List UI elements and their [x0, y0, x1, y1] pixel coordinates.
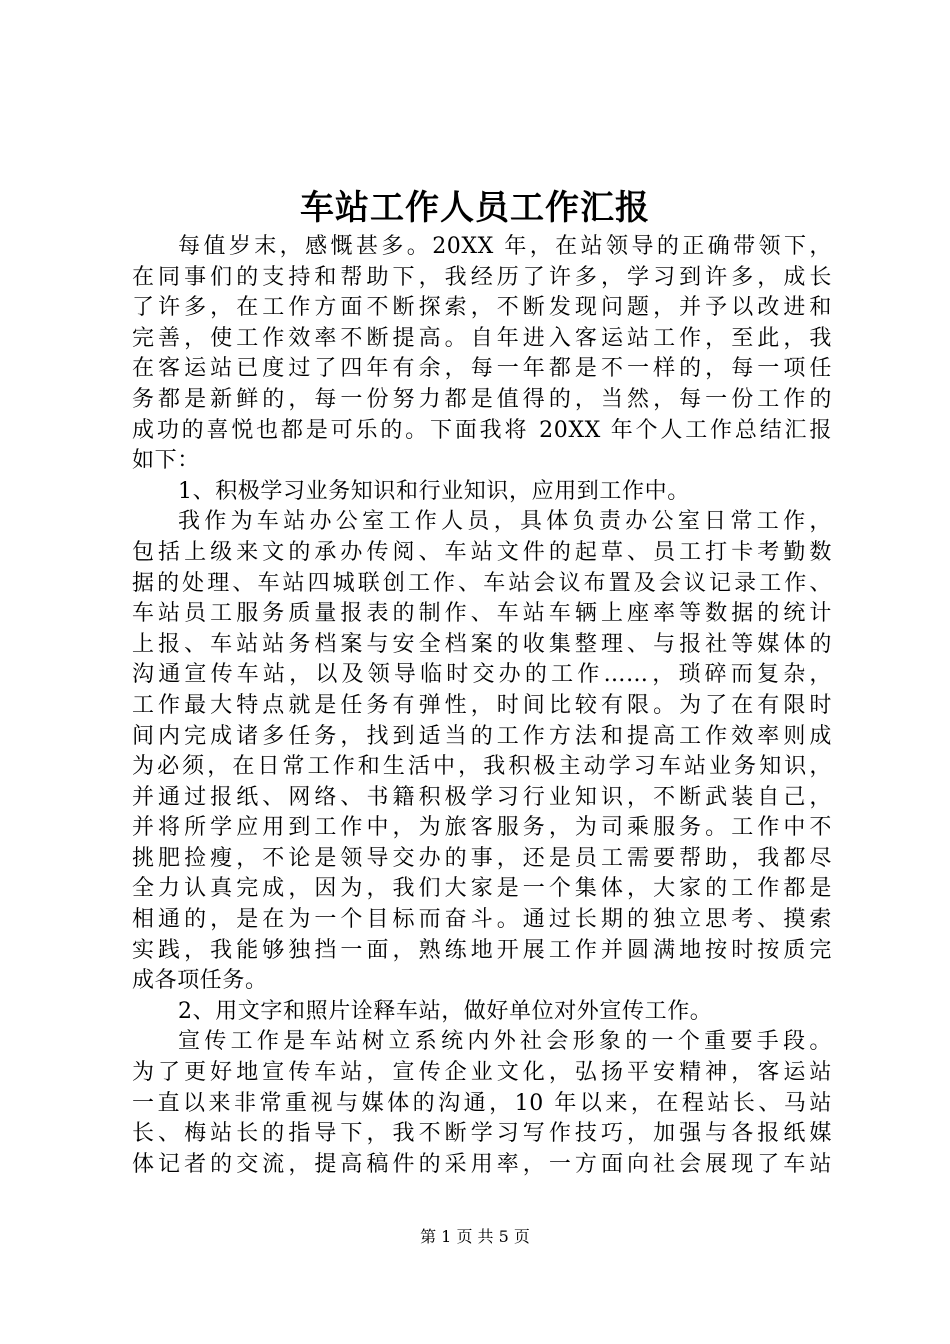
paragraph-line: 为了更好地宣传车站，宣传企业文化，弘扬平安精神，客运站 [132, 1060, 832, 1086]
page-footer: 第 1 页 共 5 页 [420, 1227, 530, 1246]
paragraph-line: 宣传工作是车站树立系统内外社会形象的一个重要手段。 [178, 1029, 832, 1055]
paragraph-line: 2、用文字和照片诠释车站，做好单位对外宣传工作。 [178, 998, 713, 1024]
paragraph-line: 我作为车站办公室工作人员，具体负责办公室日常工作， [178, 509, 832, 535]
paragraph-line: 在客运站已度过了四年有余，每一年都是不一样的，每一项任 [132, 356, 832, 382]
document-body [132, 232, 832, 1180]
paragraph-line: 长、梅站长的指导下，我不断学习写作技巧，加强与各报纸媒 [132, 1121, 832, 1147]
paragraph-line: 体记者的交流，提高稿件的采用率，一方面向社会展现了车站 [132, 1151, 832, 1177]
paragraph-line: 上报、车站站务档案与安全档案的收集整理、与报社等媒体的 [132, 631, 832, 657]
paragraph-line: 相通的，是在为一个目标而奋斗。通过长期的独立思考、摸索 [132, 907, 832, 933]
paragraph-line: 沟通宣传车站，以及领导临时交办的工作……，琐碎而复杂， [132, 662, 832, 688]
paragraph-line: 挑肥捡瘦，不论是领导交办的事，还是员工需要帮助，我都尽 [132, 845, 832, 871]
paragraph-line: 全力认真完成，因为，我们大家是一个集体，大家的工作都是 [132, 876, 832, 902]
paragraph-line: 成功的喜悦也都是可乐的。下面我将 20XX 年个人工作总结汇报 [132, 417, 832, 443]
paragraph-line: 一直以来非常重视与媒体的沟通，10 年以来，在程站长、马站 [132, 1090, 832, 1116]
paragraph-line: 为必须，在日常工作和生活中，我积极主动学习车站业务知识， [132, 754, 832, 780]
paragraph-line: 工作最大特点就是任务有弹性，时间比较有限。为了在有限时 [132, 692, 832, 718]
paragraph-line: 1、积极学习业务知识和行业知识，应用到工作中。 [178, 478, 690, 504]
paragraph-line: 车站员工服务质量报表的制作、车站车辆上座率等数据的统计 [132, 601, 832, 627]
paragraph-line: 并将所学应用到工作中，为旅客服务，为司乘服务。工作中不 [132, 815, 832, 841]
paragraph-line: 务都是新鲜的，每一份努力都是值得的，当然，每一份工作的 [132, 386, 832, 412]
paragraph-line: 并通过报纸、网络、书籍积极学习行业知识，不断武装自己， [132, 784, 832, 810]
paragraph-line: 成各项任务。 [132, 968, 268, 994]
paragraph-line: 实践，我能够独挡一面，熟练地开展工作并圆满地按时按质完 [132, 937, 832, 963]
paragraph-line: 据的处理、车站四城联创工作、车站会议布置及会议记录工作、 [132, 570, 832, 596]
document-title: 车站工作人员工作汇报 [300, 188, 650, 228]
paragraph-line: 包括上级来文的承办传阅、车站文件的起草、员工打卡考勤数 [132, 539, 832, 565]
paragraph-line: 在同事们的支持和帮助下，我经历了许多，学习到许多，成长 [132, 264, 832, 290]
paragraph-line: 完善，使工作效率不断提高。自年进入客运站工作，至此，我 [132, 325, 832, 351]
paragraph-line: 每值岁末，感慨甚多。20XX 年，在站领导的正确带领下， [178, 234, 832, 259]
paragraph-line: 间内完成诸多任务，找到适当的工作方法和提高工作效率则成 [132, 723, 832, 749]
paragraph-line: 了许多，在工作方面不断探索，不断发现问题，并予以改进和 [132, 295, 832, 321]
paragraph-line: 如下： [132, 448, 200, 474]
